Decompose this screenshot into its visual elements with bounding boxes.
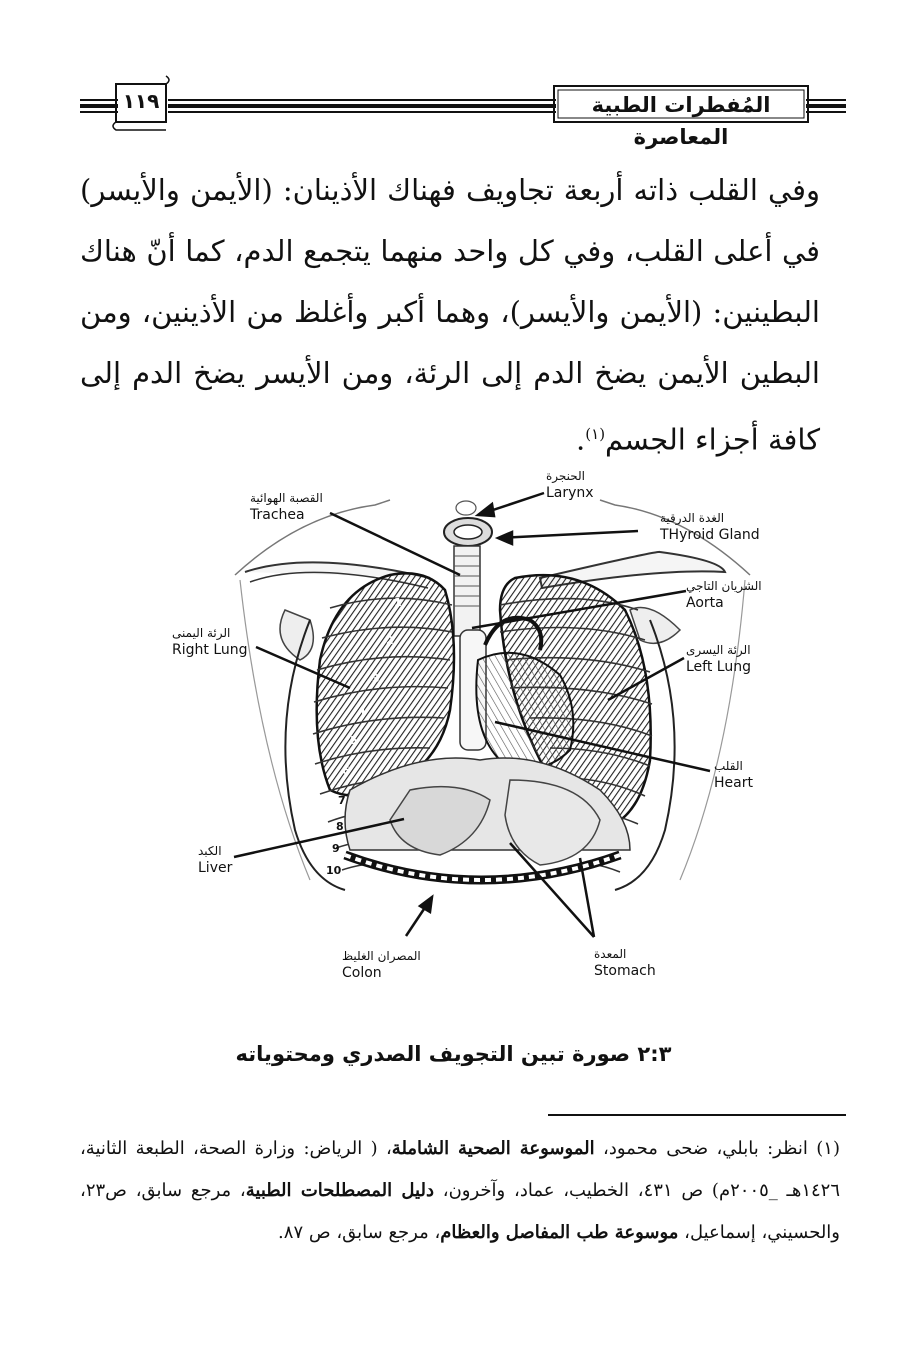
label-thyroid-en: THyroid Gland <box>660 527 760 543</box>
footnote-text-1: (١) انظر: بابلي، ضحى محمود، <box>594 1138 840 1159</box>
rib-number: 2 <box>386 634 394 647</box>
rib-number: 6 <box>342 764 350 777</box>
label-right-lung-ar: الرئة اليمنى <box>172 626 231 640</box>
label-stomach-ar: المعدة <box>594 947 627 961</box>
rib-number: 5 <box>350 734 358 747</box>
rib-number: 10 <box>326 864 342 877</box>
footnote-source-title-1: الموسوعة الصحية الشاملة <box>391 1138 595 1159</box>
label-heart <box>714 758 753 792</box>
label-stomach <box>594 946 656 980</box>
rib-number: 8 <box>336 820 344 833</box>
label-left-lung-en: Left Lung <box>686 659 751 675</box>
label-thyroid-ar: الغدة الدرقية <box>660 511 725 525</box>
label-heart-ar: القلب <box>714 759 743 773</box>
label-larynx-ar: الحنجرة <box>546 469 586 483</box>
label-aorta-ar: الشريان التاجي <box>686 579 762 593</box>
label-trachea-ar: القصبة الهوائية <box>250 491 323 505</box>
label-liver <box>198 843 232 877</box>
label-stomach-en: Stomach <box>594 963 656 979</box>
label-right-lung <box>172 625 248 659</box>
rib-number: 4 <box>358 704 366 717</box>
label-colon-ar: المصران الغليظ <box>342 949 421 963</box>
page-header <box>0 0 907 149</box>
label-thyroid <box>660 510 760 544</box>
thoracic-cavity-figure <box>160 460 810 1000</box>
label-heart-en: Heart <box>714 775 753 791</box>
footnote-source-title-3: موسوعة طب المفاصل والعظام <box>440 1222 679 1243</box>
label-larynx <box>546 468 594 502</box>
rib-number: 1 <box>394 596 402 609</box>
rib-number: 9 <box>332 842 340 855</box>
footnote-text-4: ، مرجع سابق، ص ٨٧. <box>278 1222 441 1243</box>
label-liver-en: Liver <box>198 860 233 876</box>
label-larynx-en: Larynx <box>546 485 594 501</box>
label-colon <box>342 948 421 982</box>
label-left-lung <box>686 642 751 676</box>
paragraph-end: . <box>576 422 586 457</box>
label-liver-ar: الكبد <box>198 844 222 858</box>
rib-number: 7 <box>338 794 346 807</box>
label-left-lung-ar: الرئة اليسرى <box>686 643 751 657</box>
footnote <box>80 1128 840 1254</box>
label-aorta-en: Aorta <box>686 595 724 611</box>
footnote-reference: (١) <box>585 425 606 443</box>
running-title: المُفطرات الطبية المعاصرة <box>591 93 771 149</box>
footnote-text-3: ، مرجع سابق، ص٢٣، والحسيني، إسماعيل، <box>80 1180 840 1243</box>
label-trachea <box>250 490 323 524</box>
label-colon-en: Colon <box>342 965 382 981</box>
footnote-source-title-2: دليل المصطلحات الطبية <box>245 1180 434 1201</box>
figure-caption: ٢:٣ صورة تبين التجويف الصدري ومحتوياته <box>235 1042 672 1066</box>
label-trachea-en: Trachea <box>250 507 305 523</box>
footnote-text-2: ، ( الرياض: وزارة الصحة، الطبعة الثانية، ١٤٢٦هـ _٢٠٠٥م) ص ٤٣١، الخطيب، عماد، وآخرون، <box>80 1138 840 1201</box>
label-aorta <box>686 578 762 612</box>
footnote-separator <box>548 1114 846 1116</box>
label-right-lung-en: Right Lung <box>172 642 248 658</box>
body-paragraph <box>80 160 820 471</box>
rib-number: 3 <box>372 672 380 685</box>
paragraph-text: وفي القلب ذاته أربعة تجاويف فهناك الأذينان: (الأيمن والأيسر) في أعلى القلب، وفي كل واحد منهما يتجمع الدم، كما أنّ هناك البطينين: (الأيمن والأيسر)، وهما أكبر وأغلظ من الأذينين، ومن البطين الأيمن يضخ الدم إلى الرئة، ومن الأيسر يضخ الدم إلى كافة أجزاء الجسم <box>80 173 820 457</box>
page-number: ١١٩ <box>122 89 160 113</box>
